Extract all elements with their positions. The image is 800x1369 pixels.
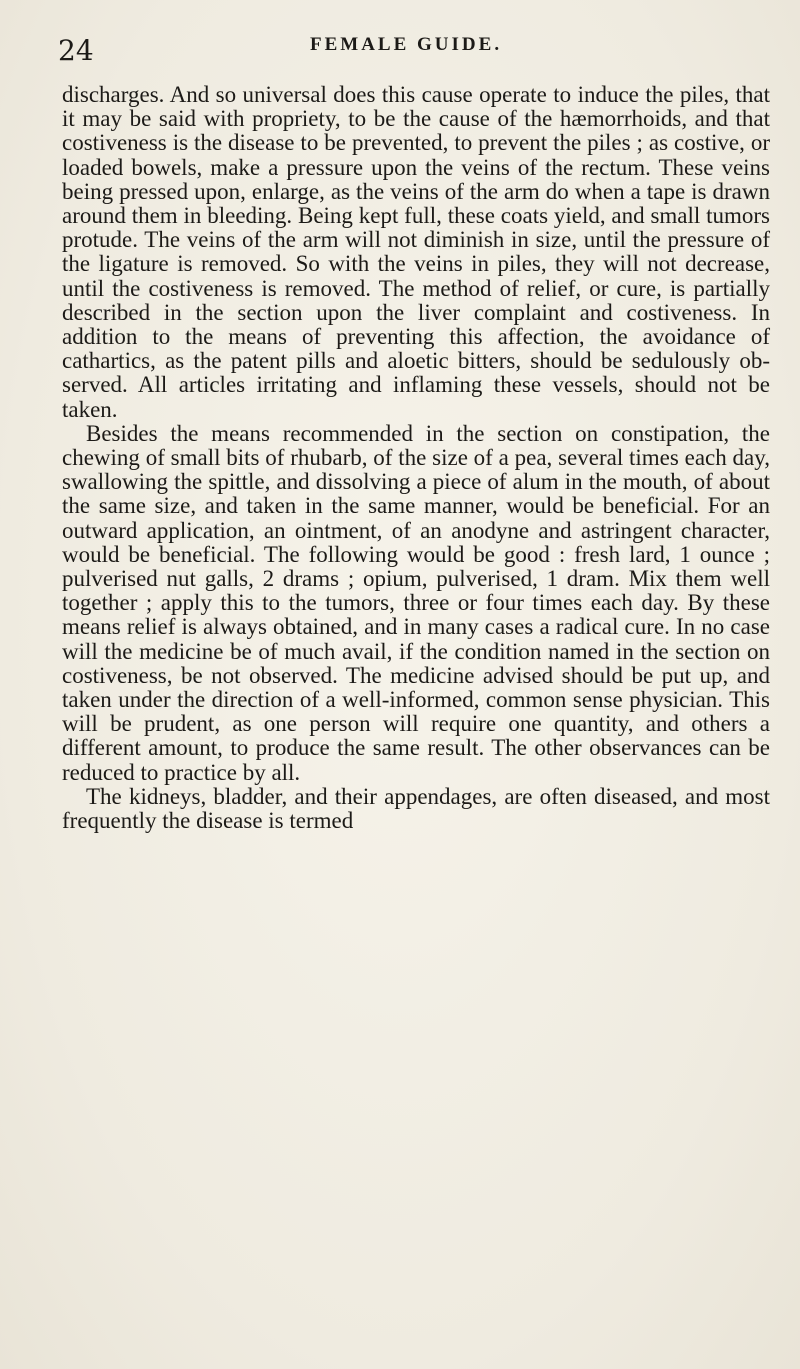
body-text xyxy=(62,83,770,833)
page-number: 24 xyxy=(58,34,94,67)
paragraph-continued: discharges. And so universal does this cause operate to induce the piles, that it may be said with propriety, to be the cause of the hæmorrhoids, and that costiveness is the disease to be prevented, to prevent the piles ; as costive, or loaded bowels, make a pressure upon the veins of the rectum. These veins being pressed upon, enlarge, as the veins of the arm do when a tape is drawn around them in bleeding. Being kept full, these coats yield, and small tumors protude. The veins of the arm will not diminish in size, until the pressure of the ligature is removed. So with the veins in piles, they will not decrease, until the costiveness is removed. The method of relief, or cure, is partially described in the section upon the liver complaint and costiveness. In addition to the means of preventing this affection, the avoidance of cathartics, as the patent pills and aloetic bitters, should be sedulously observed. All articles irritating and inflaming these vessels, should not be taken. xyxy=(62,82,770,422)
running-head: FEMALE GUIDE. xyxy=(310,34,503,55)
paragraph: The kidneys, bladder, and their appendages, are often diseased, and most frequently the disease is termed xyxy=(62,783,770,834)
paragraph: Besides the means recommended in the section on constipation, the chewing of small bits of rhubarb, of the size of a pea, several times each day, swallowing the spittle, and dissolving a piece of alum in the mouth, of about the same size, and taken in the same manner, would be beneficial. For an outward application, an ointment, of an anodyne and astringent character, would be beneficial. The following would be good : fresh lard, 1 ounce ; pulverised nut galls, 2 drams ; opium, pulverised, 1 dram. Mix them well together ; apply this to the tumors, three or four times each day. By these means relief is always obtained, and in many cases a radical cure. In no case will the medicine be of much avail, if the condition named in the section on costiveness, be not observed. The medicine advised should be put up, and taken under the direction of a well-informed, common sense physician. This will be prudent, as one person will require one quantity, and others a different amount, to produce the same result. The other observances can be reduced to practice by all. xyxy=(62,420,770,785)
page-header xyxy=(58,30,768,70)
